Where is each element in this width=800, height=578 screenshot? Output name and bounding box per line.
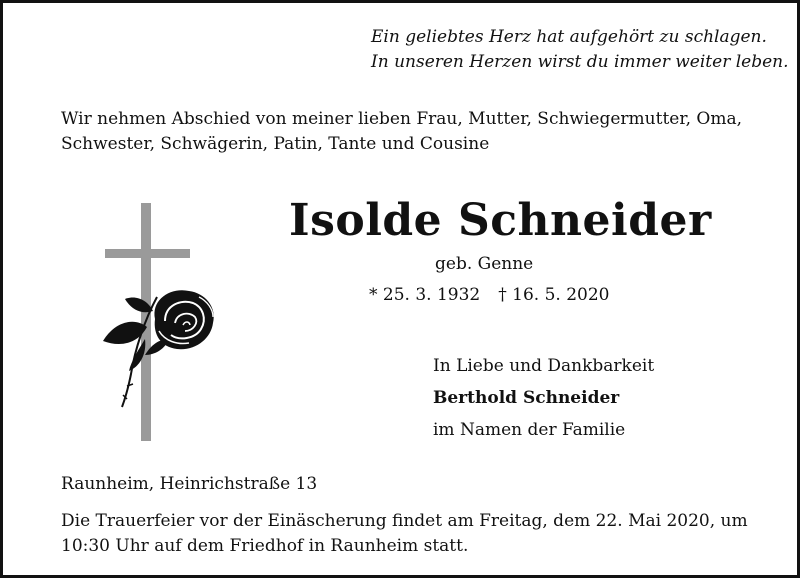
ceremony-line-1: Die Trauerfeier vor der Einäscherung findet am Freitag, dem 22. Mai 2020, um [61,511,748,531]
motto-line-2: In unseren Herzen wirst du immer weiter leben. [371,52,789,72]
motto-line-1: Ein geliebtes Herz hat aufgehört zu schlagen. [371,27,767,47]
maiden-name: geb. Genne [435,254,534,274]
intro-line-2: Schwester, Schwägerin, Patin, Tante und Cousine [61,134,490,154]
signature-name: Berthold Schneider [433,388,620,408]
cross-rose-icon [95,199,225,445]
intro-text [61,107,751,157]
birth-date: * 25. 3. 1932 [369,285,481,305]
signature-line-1: In Liebe und Dankbarkeit [433,356,655,376]
signature-block [433,350,654,446]
intro-line-1: Wir nehmen Abschied von meiner lieben Frau, Mutter, Schwiegermutter, Oma, [61,109,742,129]
ceremony-line-2: 10:30 Uhr auf dem Friedhof in Raunheim statt. [61,536,469,556]
ceremony-text [61,509,761,559]
deceased-name: Isolde Schneider [289,195,712,246]
signature-line-3: im Namen der Familie [433,420,626,440]
motto [371,25,789,75]
life-dates [369,285,609,305]
address: Raunheim, Heinrichstraße 13 [61,474,318,494]
death-date: † 16. 5. 2020 [498,285,610,305]
